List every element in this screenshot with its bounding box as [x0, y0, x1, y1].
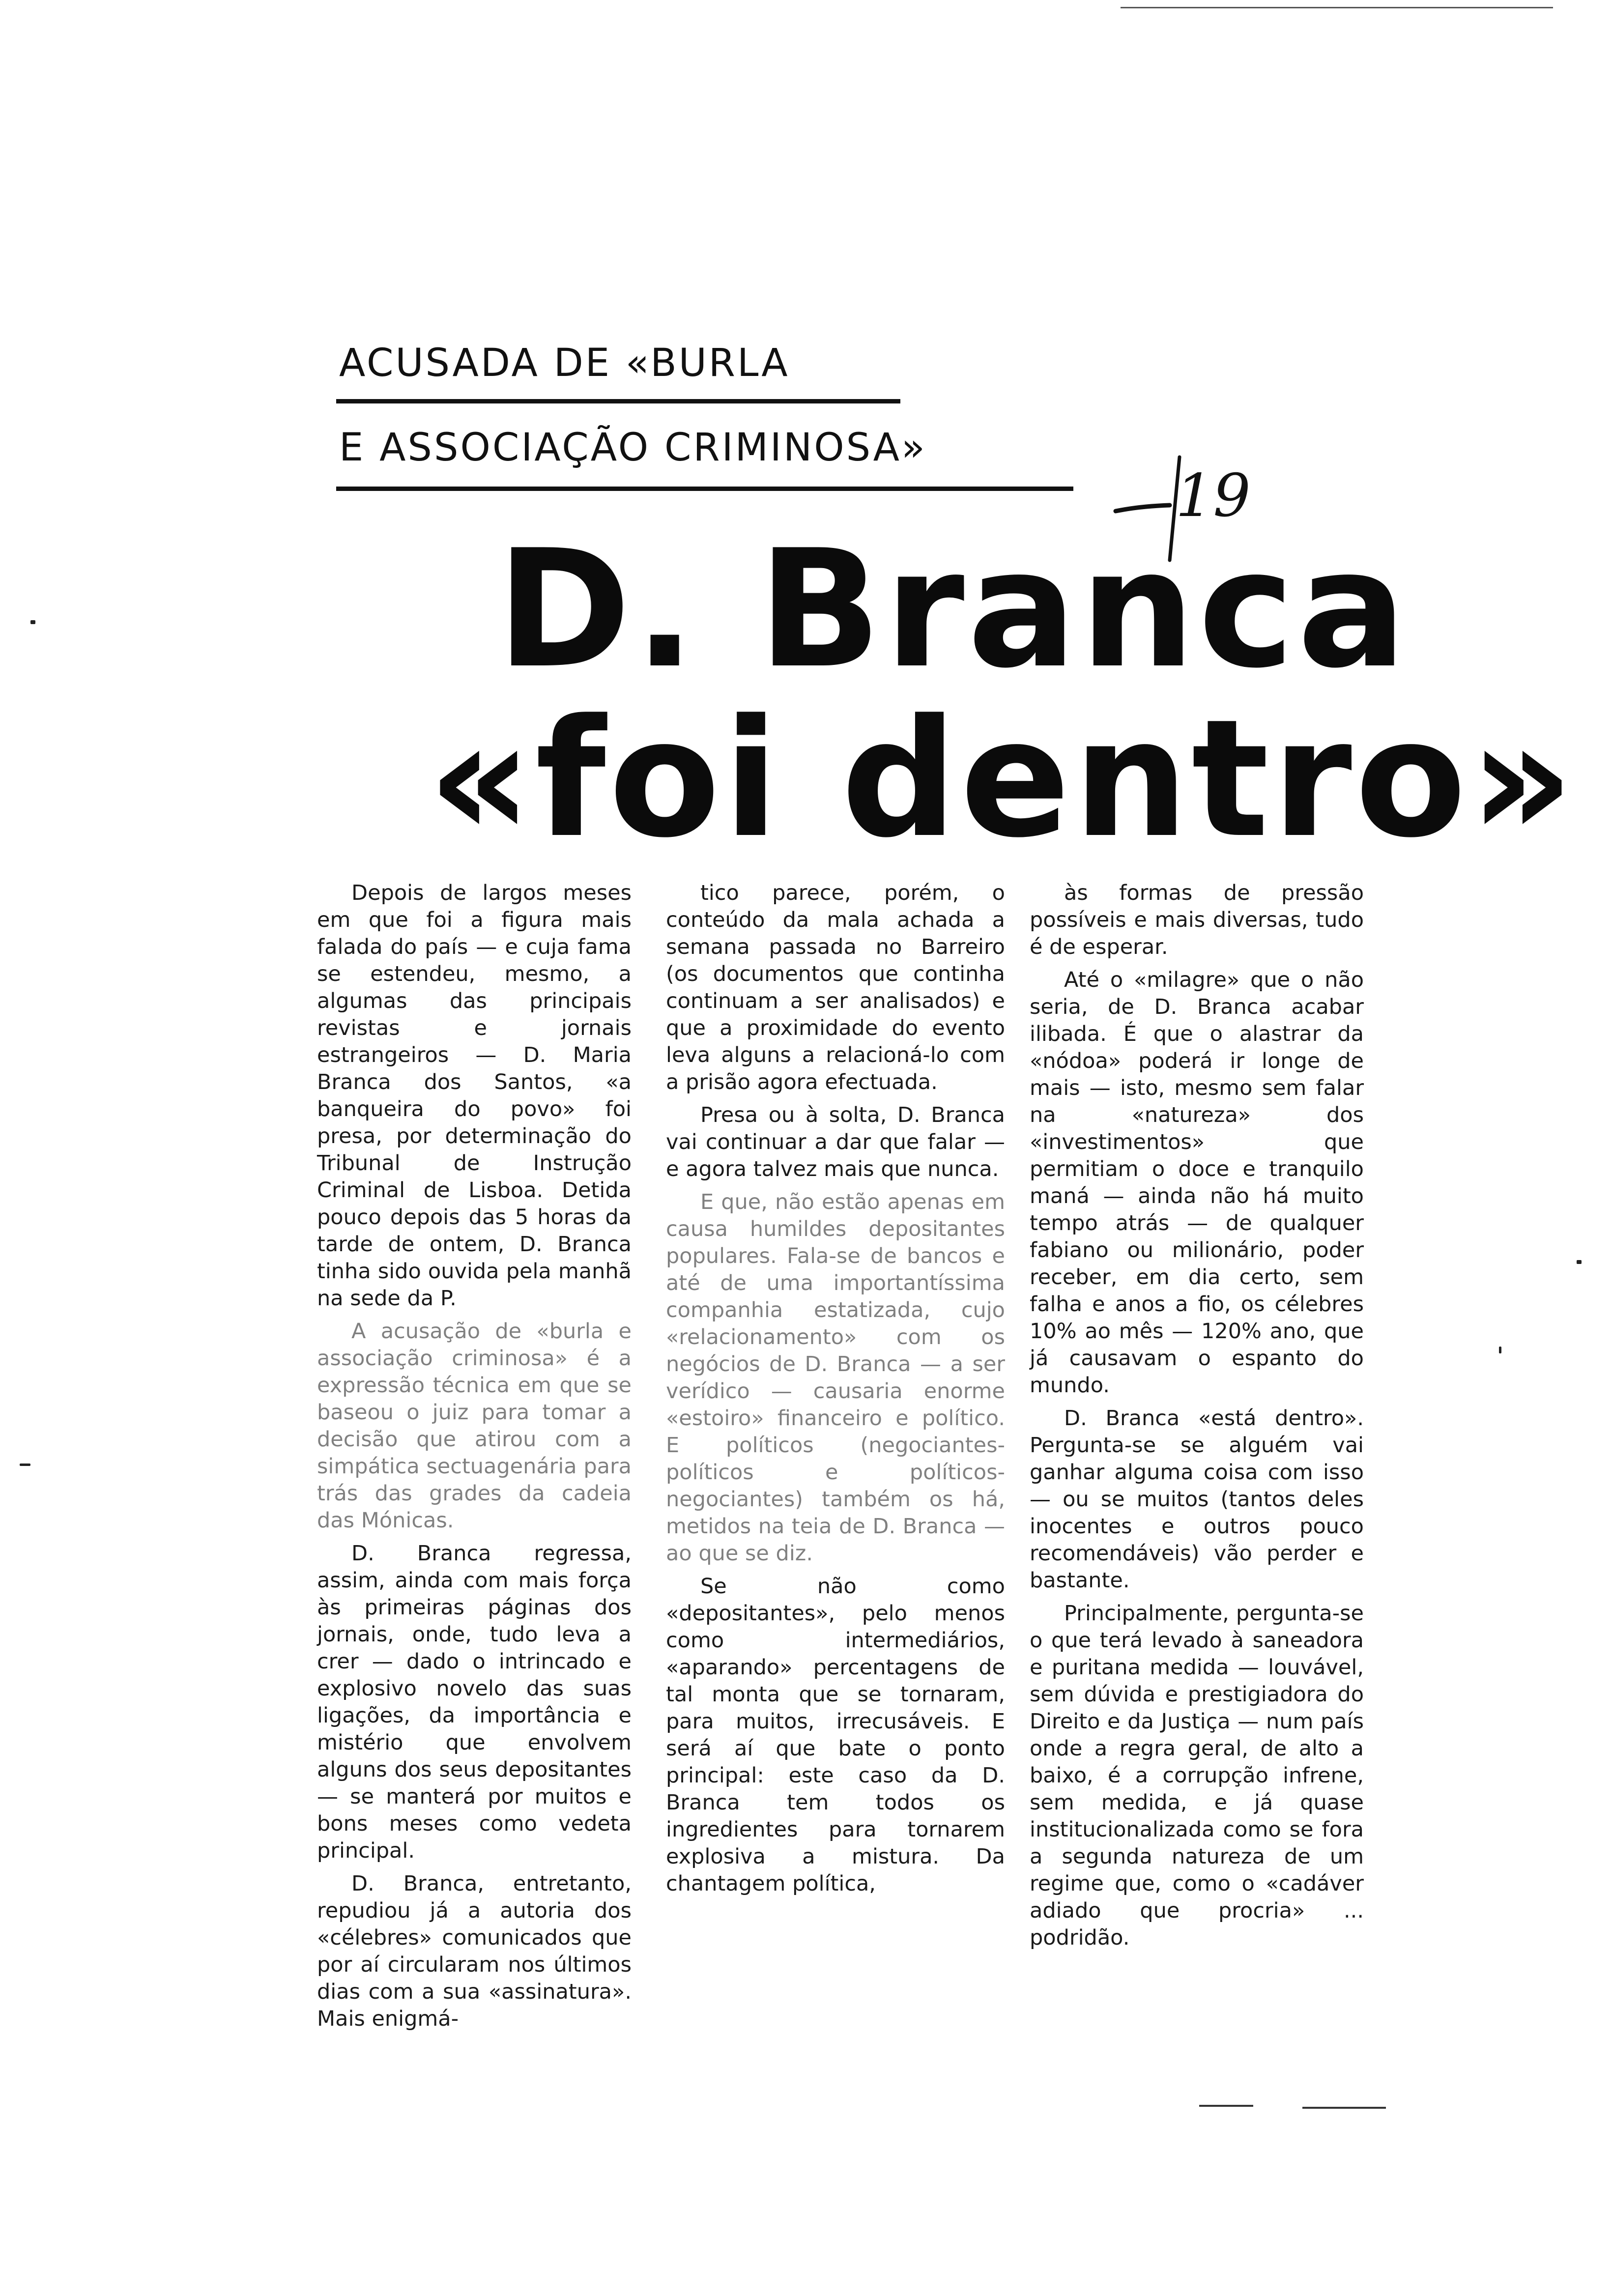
handwritten-folio-number: 19	[1176, 462, 1251, 530]
article-column-2	[666, 880, 1005, 1897]
article-paragraph: D. Branca «está dentro». Pergunta-se se alguém vai ganhar alguma coisa com isso — ou se muitos (tantos deles inocentes e outros pouco recomendáveis) vão perder e bastante.	[1030, 1406, 1364, 1593]
scan-edge-line	[1199, 2105, 1253, 2107]
scan-edge-line	[1302, 2107, 1386, 2109]
article-paragraph: Presa ou à solta, D. Branca vai continuar a dar que falar — e agora talvez mais que nunca.	[666, 1103, 1005, 1181]
article-paragraph: tico parece, porém, o conteúdo da mala achada a semana passada no Barreiro (os documentos que continha continuam a ser analisados) e que a proximidade do evento leva alguns a relacioná-lo com a prisão agora efectuada.	[666, 881, 1005, 1094]
scan-edge-line	[1121, 7, 1553, 8]
scan-speck	[20, 1464, 30, 1466]
scan-speck	[1577, 1260, 1582, 1264]
article-paragraph: Depois de largos meses em que foi a figura mais falada do país — e cuja fama se estendeu, mesmo, a algumas das principais revistas e jornais estrangeiros — D. Maria Branca dos Santos, «a banqueira do povo» foi presa, por determinação do Tribunal de Instrução Criminal de Lisboa. Detida pouco depois das 5 horas da tarde de ontem, D. Branca tinha sido ouvida pela manhã na sede da P.	[317, 881, 632, 1311]
scan-speck	[30, 620, 35, 624]
article-paragraph: Principalmente, pergunta-se o que terá levado à saneadora e puritana medida — louvável, sem dúvida e prestigiadora do Direito e da Justiça — num país onde a regra geral, de alto a baixo, é a corrupção infrene, sem medida, e já quase institucionalizada como se fora a segunda natureza de um regime que, como o «cadáver adiado que procria» ... podridão.	[1030, 1601, 1364, 1950]
kicker-underline	[336, 399, 900, 403]
article-column-1	[317, 880, 632, 2033]
kicker-line-1: ACUSADA DE «BURLA	[339, 341, 790, 385]
article-paragraph: E que, não estão apenas em causa humildes depositantes populares. Fala-se de bancos e até de uma importantíssima companhia estatizada, cujo «relacionamento» com os negócios de D. Branca — a ser verídico — causaria enorme «estoiro» financeiro e político. E políticos (negociantes-políticos e políticos-negociantes) também os há, metidos na teia de D. Branca — ao que se diz.	[666, 1190, 1005, 1566]
article-paragraph: D. Branca regressa, assim, ainda com mais força às primeiras páginas dos jornais, onde, tudo leva a crer — dado o intrincado e explosivo novelo das suas ligações, da importância e mistério que envolvem alguns dos seus depositantes — se manterá por muitos e bons meses como vedeta principal.	[317, 1541, 632, 1863]
kicker-underline	[336, 487, 1073, 491]
article-paragraph: D. Branca, entretanto, repudiou já a autoria dos «célebres» comunicados que por aí circularam nos últimos dias com a sua «assinatura». Mais enigmá-	[317, 1871, 632, 2031]
kicker-line-2: E ASSOCIAÇÃO CRIMINOSA»	[339, 426, 927, 470]
scan-speck	[1499, 1347, 1501, 1353]
article-paragraph: às formas de pressão possíveis e mais diversas, tudo é de esperar.	[1030, 881, 1364, 959]
headline-line-2: «foi dentro»	[428, 685, 1577, 873]
headline-line-1: D. Branca	[496, 515, 1410, 704]
article-paragraph: Se não como «depositantes», pelo menos como intermediários, «aparando» percentagens de tal monta que se tornaram, para muitos, irrecusáveis. E será aí que bate o ponto principal: este caso da D. Branca tem todos os ingredientes para tornarem explosiva a mistura. Da chantagem política,	[666, 1574, 1005, 1896]
article-paragraph: Até o «milagre» que o não seria, de D. Branca acabar ilibada. É que o alastrar da «nódoa» poderá ir longe de mais — isto, mesmo sem falar na «natureza» dos «investimentos» que permitiam o doce e tranquilo maná — ainda não há muito tempo atrás — de qualquer fabiano ou milionário, poder receber, em dia certo, sem falha e anos a fio, os célebres 10% ao mês — 120% ano, que já causavam o espanto do mundo.	[1030, 968, 1364, 1398]
article-column-3	[1030, 880, 1364, 1952]
article-paragraph: A acusação de «burla e associação criminosa» é a expressão técnica em que se baseou o juiz para tomar a decisão que atirou com a simpática sectuagenária para trás das grades da cadeia das Mónicas.	[317, 1319, 632, 1533]
